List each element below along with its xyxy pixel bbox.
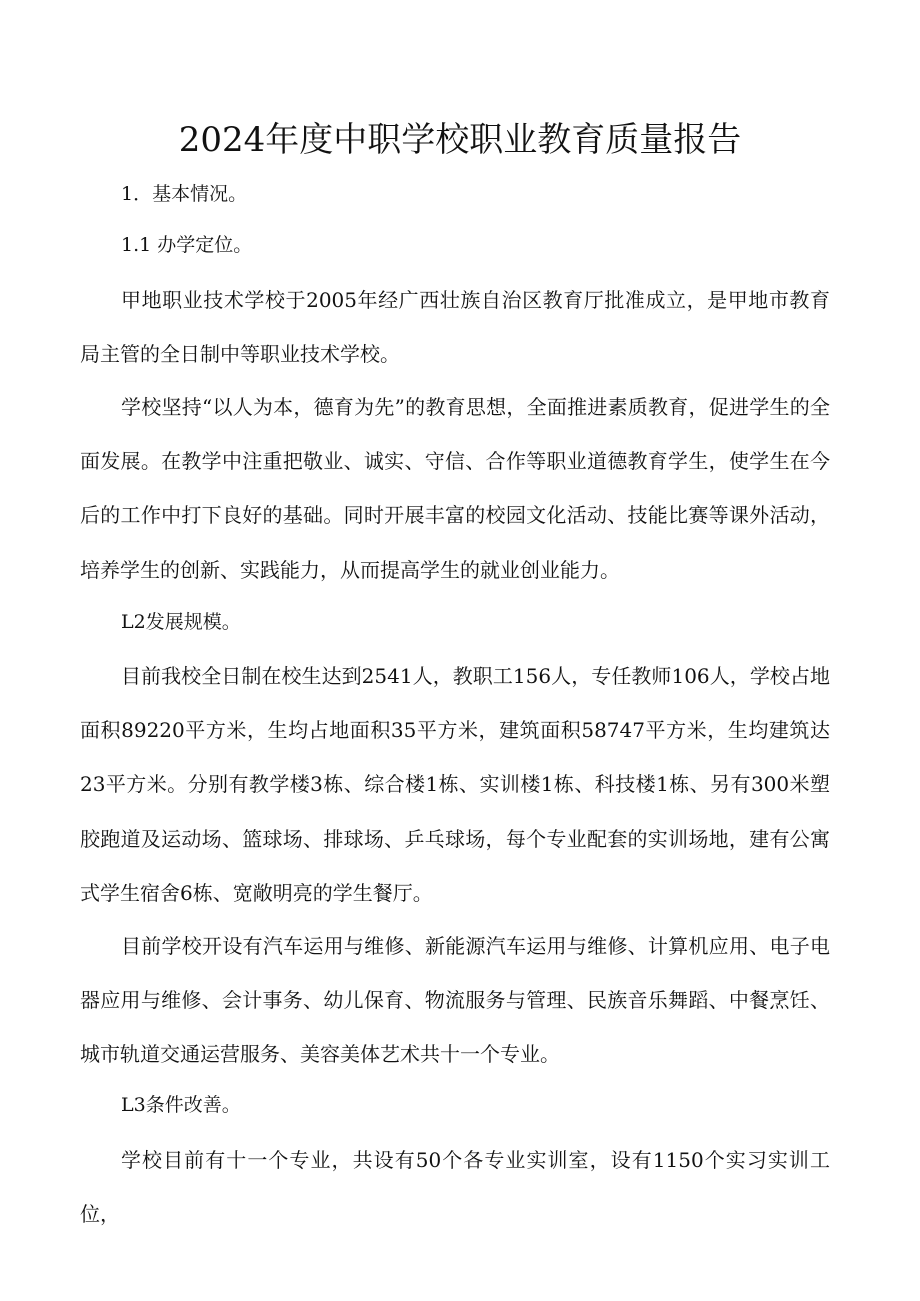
section-heading-basic-info: 1．基本情况。 — [121, 183, 248, 205]
paragraph-training-rooms: 学校目前有十一个专业，共设有50个各专业实训室，设有1150个实习实训工位， — [80, 1148, 830, 1227]
section-heading-scale: L2发展规模。 — [121, 611, 241, 633]
paragraph-education-philosophy: 学校坚持“以人为本，德育为先”的教育思想，全面推进素质教育，促进学生的全面发展。在教学中注重把敬业、诚实、守信、合作等职业道德教育学生，使学生在今后的工作中打下良好的基础。同时开展丰富的校园文化活动、技能比赛等课外活动，培养学生的创新、实践能力，从而提高学生的就业创业能力。 — [80, 395, 830, 582]
paragraph-school-scale: 目前我校全日制在校生达到2541人，教职工156人，专任教师106人，学校占地面积89220平方米，生均占地面积35平方米，建筑面积58747平方米，生均建筑达23平方米。分别有教学楼3栋、综合楼1栋、实训楼1栋、科技楼1栋、另有300米塑胶跑道及运动场、篮球场、排球场、乒乓球场，每个专业配套的实训场地，建有公寓式学生宿舍6栋、宽敞明亮的学生餐厅。 — [80, 664, 830, 905]
section-heading-conditions: L3条件改善。 — [121, 1094, 241, 1116]
paragraph-school-founding: 甲地职业技术学校于2005年经广西壮族自治区教育厅批准成立，是甲地市教育局主管的全日制中等职业技术学校。 — [80, 288, 830, 367]
paragraph-majors: 目前学校开设有汽车运用与维修、新能源汽车运用与维修、计算机应用、电子电器应用与维修、会计事务、幼儿保育、物流服务与管理、民族音乐舞蹈、中餐烹饪、城市轨道交通运营服务、美容美体艺术共十一个专业。 — [80, 934, 830, 1067]
section-heading-positioning: 1.1 办学定位。 — [121, 234, 253, 256]
document-title: 2024年度中职学校职业教育质量报告 — [178, 120, 742, 160]
